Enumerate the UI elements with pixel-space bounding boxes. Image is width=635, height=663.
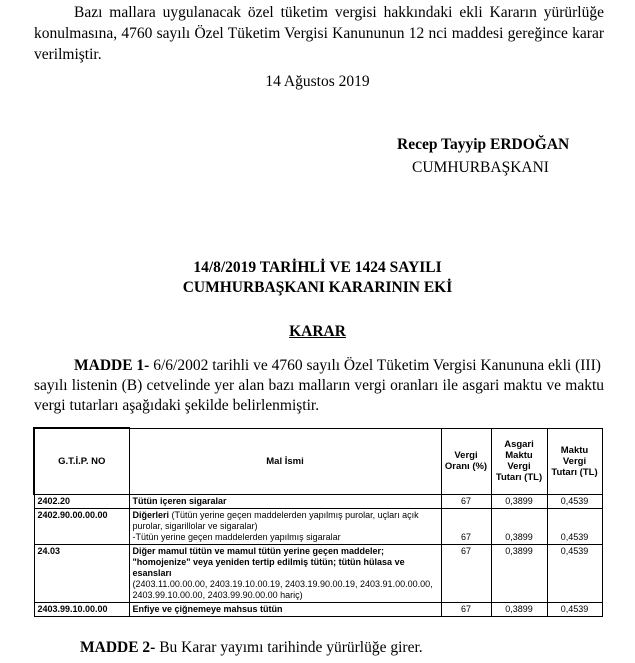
header-maktu: Maktu Vergi Tutarı (TL) <box>547 428 602 494</box>
mal-sub: -Tütün yerine geçen maddelerden yapılmış sigaralar <box>132 531 341 542</box>
madde-1-line-1 <box>74 355 604 376</box>
table-row <box>34 602 602 616</box>
madde-1-line-2: sayılı listenin (B) cetvelinde yer alan bazı malların vergi oranları ile asgari maktu ve maktu <box>34 377 604 394</box>
cell-asgari: 0,3899 <box>491 494 547 508</box>
karar-heading: KARAR <box>289 323 346 340</box>
mal-exclusions: (2403.11.00.00.00, 2403.19.10.00.19, 2403.19.90.00.19, 2403.91.00.00.00, 2403.99.10.00.00, 2403.99.90.00.00 hariç) <box>132 578 433 600</box>
cell-mal <box>129 508 441 544</box>
annex-title-line-1: 14/8/2019 TARİHLİ VE 1424 SAYILI <box>193 259 442 276</box>
table-row <box>34 508 602 544</box>
annex-title-line-2: CUMHURBAŞKANI KARARININ EKİ <box>182 279 453 296</box>
cell-gtip: 2402.90.00.00.00 <box>34 508 129 544</box>
intro-line-3: verilmiştir. <box>34 46 102 63</box>
madde-2-label: MADDE 2- <box>80 639 156 656</box>
date: 14 Ağustos 2019 <box>265 73 370 90</box>
cell-gtip: 2403.99.10.00.00 <box>34 602 129 616</box>
header-gtip: G.T.İ.P. NO <box>34 428 129 494</box>
madde-1-line-3: vergi tutarları aşağıdaki şekilde belirlenmiştir. <box>34 397 320 414</box>
madde-1-label: MADDE 1- <box>74 357 150 374</box>
signatory-name: Recep Tayyip ERDOĞAN <box>397 136 570 153</box>
cell-mal: Enfiye ve çiğnemeye mahsus tütün <box>129 602 441 616</box>
intro-line-1: Bazı mallara uygulanacak özel tüketim vergisi hakkındaki ekli Kararın yürürlüğe <box>74 4 604 21</box>
cell-asgari: 0,3899 <box>491 544 547 602</box>
mal-detail: (Tütün yerine geçen maddelerden yapılmış purolar, uçları açık purolar, sigarillolar ve sigaralar) <box>132 509 419 531</box>
cell-asgari: 0,3899 <box>491 508 547 544</box>
cell-vergi: 67 <box>441 544 491 602</box>
tax-table <box>33 427 603 617</box>
table-row <box>34 494 602 508</box>
signatory-title: CUMHURBAŞKANI <box>412 159 549 176</box>
header-asgari-maktu: Asgari Maktu Vergi Tutarı (TL) <box>491 428 547 494</box>
cell-vergi: 67 <box>441 508 491 544</box>
mal-main: Diğerleri <box>132 509 170 520</box>
header-mal-ismi: Mal İsmi <box>129 428 441 494</box>
table-row <box>34 544 602 602</box>
madde-1-text-1: 6/6/2002 tarihli ve 4760 sayılı Özel Tüketim Vergisi Kanununa ekli (III) <box>153 357 601 374</box>
cell-maktu: 0,4539 <box>547 494 602 508</box>
header-vergi-orani: Vergi Oranı (%) <box>441 428 491 494</box>
madde-2 <box>80 637 423 658</box>
cell-maktu: 0,4539 <box>547 602 602 616</box>
cell-gtip: 2402.20 <box>34 494 129 508</box>
table-header-row <box>34 428 602 494</box>
cell-vergi: 67 <box>441 602 491 616</box>
intro-line-2: konulmasına, 4760 sayılı Özel Tüketim Vergisi Kanununun 12 nci maddesi gereğince karar <box>34 25 604 42</box>
mal-main: Diğer mamul tütün ve mamul tütün yerine geçen maddeler; "homojenize" veya yeniden tertip edilmiş tütün; tütün hülasa ve esansları <box>132 545 405 578</box>
madde-2-text: Bu Karar yayımı tarihinde yürürlüğe girer. <box>159 639 423 656</box>
cell-mal <box>129 544 441 602</box>
cell-vergi: 67 <box>441 494 491 508</box>
cell-asgari: 0,3899 <box>491 602 547 616</box>
cell-maktu: 0,4539 <box>547 508 602 544</box>
cell-mal: Tütün içeren sigaralar <box>129 494 441 508</box>
cell-gtip: 24.03 <box>34 544 129 602</box>
cell-maktu: 0,4539 <box>547 544 602 602</box>
